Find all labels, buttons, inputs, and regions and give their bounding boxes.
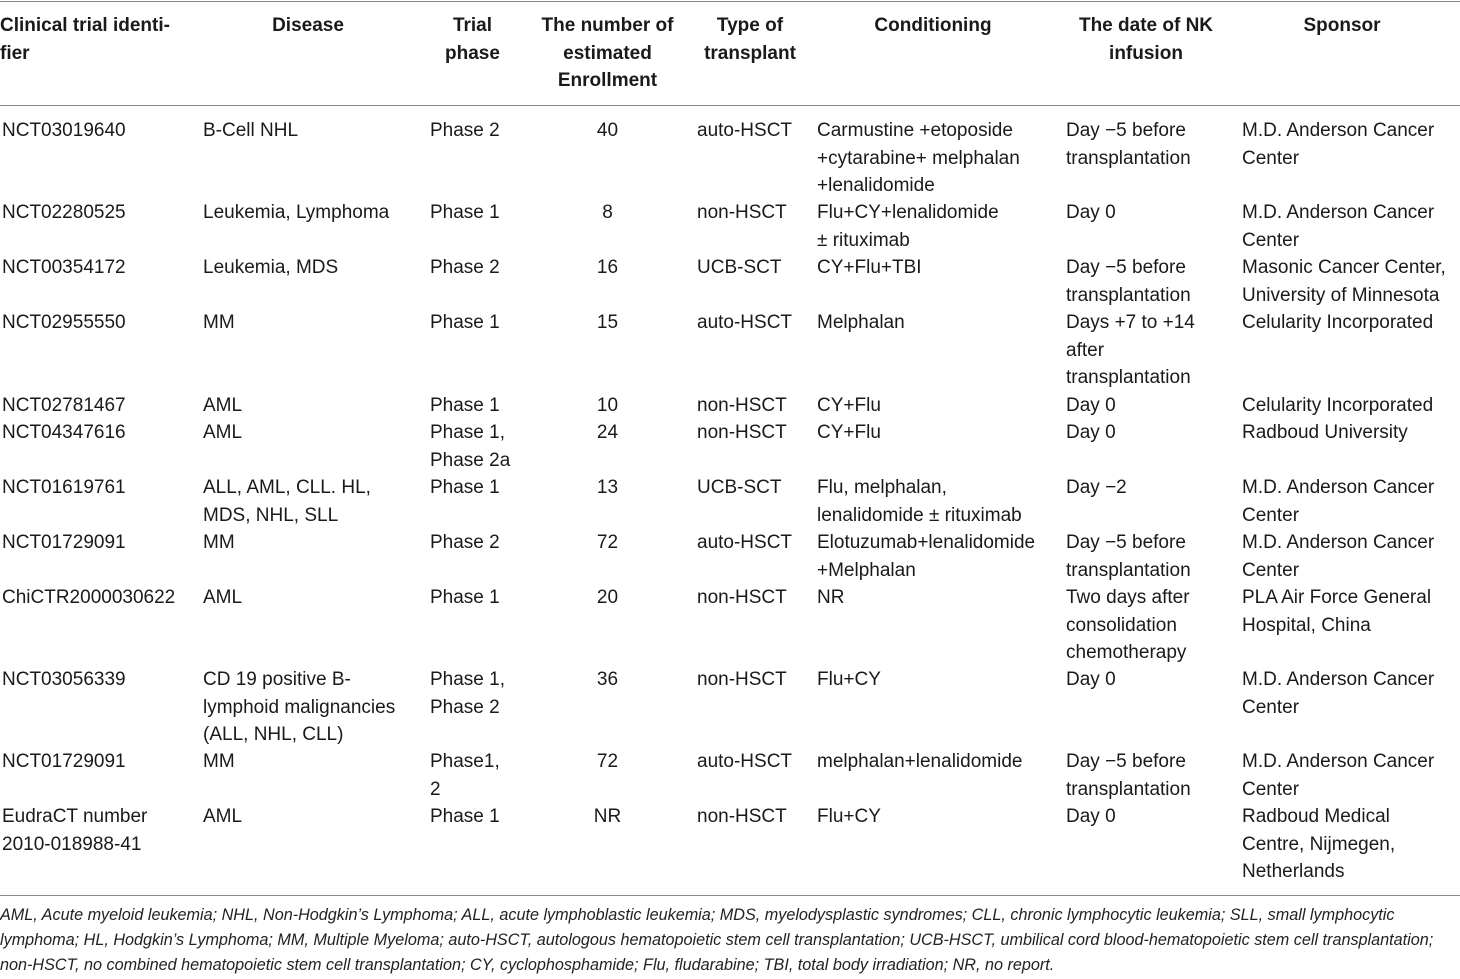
cell-trial-phase: Phase 1, Phase 2a: [430, 422, 511, 471]
cell-nk-infusion-date: Day −5 before transplantation: [1066, 532, 1191, 581]
cell-nk-infusion-date: Day 0: [1066, 202, 1116, 223]
cell-disease: MM: [203, 312, 235, 333]
cell-trial-phase: Phase 1: [430, 806, 500, 827]
cell-conditioning: CY+Flu+TBI: [817, 257, 922, 278]
cell-trial-id: NCT00354172: [2, 257, 126, 278]
cell-trial-id: NCT03056339: [2, 669, 126, 690]
cell-nk-infusion-date: Day −2: [1066, 477, 1127, 498]
cell-sponsor: PLA Air Force General Hospital, China: [1242, 587, 1432, 636]
cell-enrollment: 15: [596, 312, 619, 333]
cell-disease: AML: [203, 395, 243, 416]
cell-sponsor: Radboud University: [1242, 422, 1408, 443]
cell-disease: AML: [203, 806, 243, 827]
cell-conditioning: melphalan+lenalidomide: [817, 751, 1023, 772]
table-bottom-rule: [0, 895, 1460, 896]
header-nk-infusion-date: The date of NK infusion: [1078, 15, 1214, 64]
cell-trial-phase: Phase 1: [430, 587, 500, 608]
cell-enrollment: 20: [596, 587, 619, 608]
cell-disease: B-Cell NHL: [203, 120, 299, 141]
cell-transplant-type: non-HSCT: [697, 806, 787, 827]
cell-transplant-type: non-HSCT: [697, 587, 787, 608]
cell-transplant-type: auto-HSCT: [697, 532, 793, 553]
cell-conditioning: Flu+CY: [817, 806, 881, 827]
cell-sponsor: M.D. Anderson Cancer Center: [1242, 669, 1435, 718]
cell-trial-phase: Phase 2: [430, 120, 500, 141]
header-trial-phase: Trial phase: [445, 15, 500, 64]
header-disease: Disease: [272, 15, 344, 36]
cell-conditioning: Carmustine +etoposide +cytarabine+ melphalan +lenalidomide: [817, 120, 1020, 196]
cell-trial-id: NCT01619761: [2, 477, 126, 498]
cell-trial-phase: Phase 1, Phase 2: [430, 669, 505, 718]
cell-nk-infusion-date: Day 0: [1066, 422, 1116, 443]
cell-trial-id: NCT04347616: [2, 422, 126, 443]
cell-trial-phase: Phase 2: [430, 532, 500, 553]
cell-nk-infusion-date: Two days after consolidation chemotherapy: [1066, 587, 1190, 663]
cell-sponsor: M.D. Anderson Cancer Center: [1242, 120, 1435, 169]
cell-enrollment: NR: [593, 806, 622, 827]
cell-transplant-type: UCB-SCT: [697, 477, 782, 498]
cell-trial-id: NCT01729091: [2, 532, 126, 553]
table-header-rule: [0, 105, 1460, 106]
cell-transplant-type: non-HSCT: [697, 395, 787, 416]
table-top-rule: [0, 1, 1460, 2]
cell-trial-phase: Phase 2: [430, 257, 500, 278]
cell-disease: AML: [203, 422, 243, 443]
header-sponsor: Sponsor: [1303, 15, 1381, 36]
cell-conditioning: NR: [817, 587, 845, 608]
cell-enrollment: 72: [596, 751, 619, 772]
cell-transplant-type: non-HSCT: [697, 669, 787, 690]
cell-trial-id: NCT02781467: [2, 395, 126, 416]
cell-trial-phase: Phase 1: [430, 477, 500, 498]
cell-enrollment: 16: [596, 257, 619, 278]
cell-conditioning: CY+Flu: [817, 422, 881, 443]
cell-disease: MM: [203, 751, 235, 772]
cell-sponsor: Celularity Incorporated: [1242, 395, 1434, 416]
cell-trial-id: ChiCTR2000030622: [2, 587, 176, 608]
cell-sponsor: Celularity Incorporated: [1242, 312, 1434, 333]
cell-nk-infusion-date: Day −5 before transplantation: [1066, 751, 1191, 800]
header-trial-id: Clinical trial identi- fier: [0, 15, 170, 64]
cell-transplant-type: auto-HSCT: [697, 751, 793, 772]
cell-conditioning: Melphalan: [817, 312, 905, 333]
cell-nk-infusion-date: Day −5 before transplantation: [1066, 120, 1191, 169]
cell-disease: MM: [203, 532, 235, 553]
cell-conditioning: Flu+CY: [817, 669, 881, 690]
cell-trial-id: NCT02280525: [2, 202, 126, 223]
cell-enrollment: 13: [596, 477, 619, 498]
cell-nk-infusion-date: Day 0: [1066, 395, 1116, 416]
cell-transplant-type: non-HSCT: [697, 422, 787, 443]
cell-transplant-type: auto-HSCT: [697, 120, 793, 141]
cell-sponsor: Radboud Medical Centre, Nijmegen, Netherlands: [1242, 806, 1396, 882]
cell-trial-id: EudraCT number 2010-018988-41: [2, 806, 148, 855]
cell-sponsor: M.D. Anderson Cancer Center: [1242, 751, 1435, 800]
cell-sponsor: M.D. Anderson Cancer Center: [1242, 477, 1435, 526]
cell-disease: ALL, AML, CLL. HL, MDS, NHL, SLL: [203, 477, 371, 526]
header-transplant-type: Type of transplant: [704, 15, 796, 64]
cell-transplant-type: auto-HSCT: [697, 312, 793, 333]
cell-nk-infusion-date: Days +7 to +14 after transplantation: [1066, 312, 1195, 388]
cell-disease: CD 19 positive B- lymphoid malignancies (ALL, NHL, CLL): [203, 669, 396, 745]
cell-enrollment: 10: [596, 395, 619, 416]
cell-trial-phase: Phase 1: [430, 312, 500, 333]
cell-enrollment: 8: [602, 202, 613, 223]
cell-enrollment: 24: [596, 422, 619, 443]
cell-trial-id: NCT03019640: [2, 120, 126, 141]
cell-sponsor: Masonic Cancer Center, University of Minnesota: [1242, 257, 1446, 306]
cell-conditioning: CY+Flu: [817, 395, 881, 416]
cell-enrollment: 36: [596, 669, 619, 690]
cell-enrollment: 40: [596, 120, 619, 141]
cell-enrollment: 72: [596, 532, 619, 553]
cell-transplant-type: non-HSCT: [697, 202, 787, 223]
cell-sponsor: M.D. Anderson Cancer Center: [1242, 532, 1435, 581]
cell-trial-id: NCT01729091: [2, 751, 126, 772]
cell-trial-phase: Phase1, 2: [430, 751, 500, 800]
cell-nk-infusion-date: Day 0: [1066, 669, 1116, 690]
table-footnote: AML, Acute myeloid leukemia; NHL, Non-Hodgkin’s Lymphoma; ALL, acute lymphoblastic leukemia; MDS, myelodysplastic syndromes; CLL, chronic lymphocytic leukemia; SLL, small lymphocytic lymphoma; HL, Hodgkin’s Lymphoma; MM, Multiple Myeloma; auto-HSCT, autologous hematopoietic stem cell transplantation; UCB-HSCT, umbilical cord blood-hematopoietic stem cell transplantation; non-HSCT, no combined hematopoietic stem cell transplantation; CY, cyclophosphamide; Flu, fludarabine; TBI, total body irradiation; NR, no report.: [0, 906, 1434, 974]
cell-conditioning: Flu, melphalan, lenalidomide ± rituximab: [817, 477, 1022, 526]
cell-sponsor: M.D. Anderson Cancer Center: [1242, 202, 1435, 251]
cell-transplant-type: UCB-SCT: [697, 257, 782, 278]
cell-disease: Leukemia, MDS: [203, 257, 339, 278]
cell-trial-id: NCT02955550: [2, 312, 126, 333]
cell-trial-phase: Phase 1: [430, 395, 500, 416]
cell-trial-phase: Phase 1: [430, 202, 500, 223]
cell-nk-infusion-date: Day −5 before transplantation: [1066, 257, 1191, 306]
header-enrollment: The number of estimated Enrollment: [541, 15, 674, 91]
cell-disease: Leukemia, Lymphoma: [203, 202, 390, 223]
cell-disease: AML: [203, 587, 243, 608]
cell-nk-infusion-date: Day 0: [1066, 806, 1116, 827]
cell-conditioning: Elotuzumab+lenalidomide +Melphalan: [817, 532, 1036, 581]
cell-conditioning: Flu+CY+lenalidomide ± rituximab: [817, 202, 999, 251]
header-conditioning: Conditioning: [874, 15, 992, 36]
